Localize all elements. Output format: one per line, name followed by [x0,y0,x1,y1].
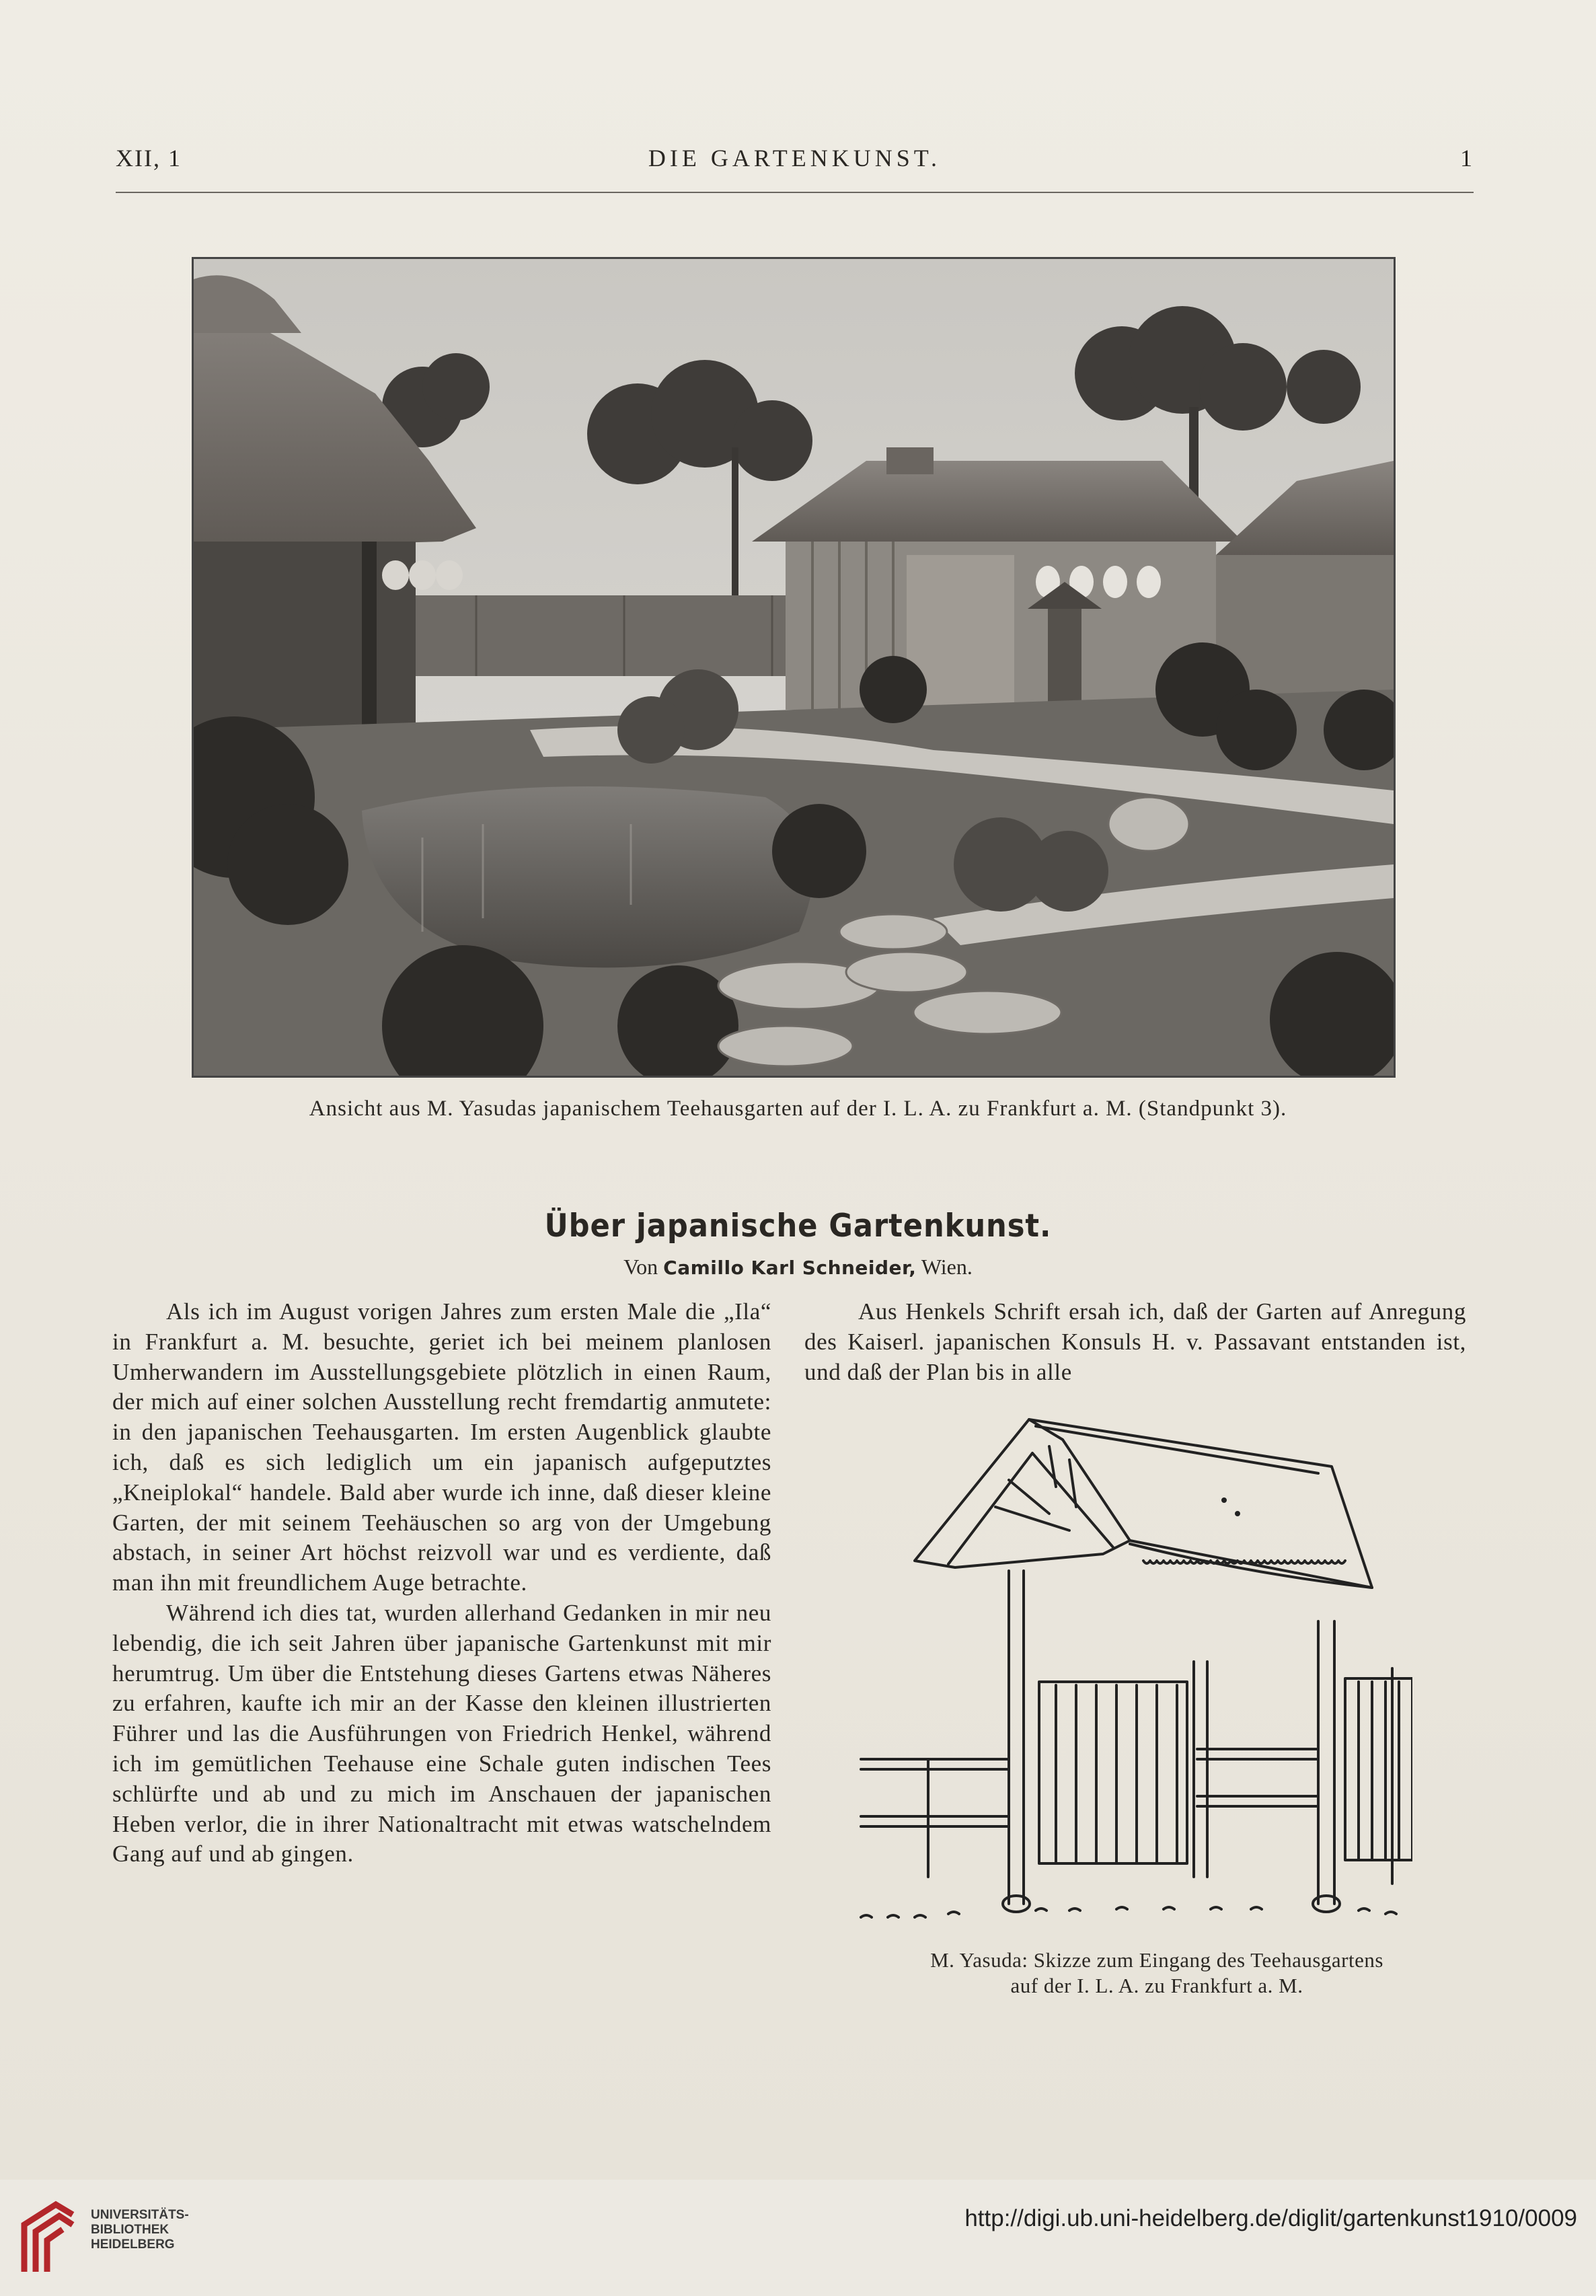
right-column [804,1297,1466,1387]
sketch-caption [807,1948,1507,1999]
page-number: 1 [1460,145,1474,172]
paragraph: Als ich im August vorigen Jahres zum ersten Male die „Ila“ in Frankfurt a. M. besuchte, geriet ich bei meinem planlosen Umherwandern im Ausstellungsgebiete plötzlich in einen Raum, der mich auf einer solchen Ausstellung recht fremdartig anmutete: in den japanischen Teehausgarten. Im ersten Augenblick glaubte ich, daß es sich lediglich um ein japanisch aufgeputztes „Kneiplokal“ handele. Bald aber wurde ich inne, daß dieser kleine Garten, der mit seinem Teehäuschen so arg von der Umgebung abstach, in seiner Art höchst reizvoll war und es verdiente, daß man ihn mit freundlichem Auge betrachte. [112,1298,771,1596]
paragraph: Aus Henkels Schrift ersah ich, daß der Garten auf Anregung des Kaiserl. japanischen Konsuls H. v. Passavant entstanden ist, und daß der Plan bis in alle [804,1298,1466,1385]
gate-sketch [847,1406,1412,1937]
volume-number: XII, 1 [116,145,182,172]
sketch-caption-line: M. Yasuda: Skizze zum Eingang des Teehausgartens [930,1948,1383,1972]
article-title: Über japanische Gartenkunst. [544,1208,1052,1245]
header-rule [116,192,1474,193]
garden-photograph [192,257,1396,1078]
paragraph: Während ich dies tat, wurden allerhand Gedanken in mir neu lebendig, die ich seit Jahren über japanische Gartenkunst mit mir herumtrug. Um über die Entstehung dieses Gartens etwas Näheres zu erfahren, kaufte ich mir an der Kasse den kleinen illustrierten Führer und las die Ausführungen von Friedrich Henkel, während ich im gemütlichen Teehause eine Schale guten indischen Tees schlürfte und ab und zu mich im Anschauen der japanischen Heben verlor, die in ihrer Nationaltracht mit etwas watschelndem Gang auf und ab gingen. [112,1599,771,1867]
library-name-line: UNIVERSITÄTS- [91,2208,189,2222]
author-name: Camillo Karl Schneider, [663,1257,917,1279]
article-byline [0,1255,1596,1280]
library-name-line: HEIDELBERG [91,2237,175,2252]
sketch-caption-line: auf der I. L. A. zu Frankfurt a. M. [1010,1974,1303,1997]
library-name [91,2208,189,2252]
library-logo-icon [19,2194,79,2279]
left-column [112,1297,771,1869]
library-name-line: BIBLIOTHEK [91,2223,169,2237]
journal-title: DIE GARTENKUNST. [648,145,942,172]
running-header [116,144,1474,184]
byline-prefix: Von [623,1255,658,1279]
author-location: Wien. [921,1255,973,1279]
library-footer [0,2180,1596,2296]
permalink-url[interactable]: http://digi.ub.uni-heidelberg.de/diglit/gartenkunst1910/0009 [964,2205,1577,2231]
photo-caption: Ansicht aus M. Yasudas japanischem Teehausgarten auf der I. L. A. zu Frankfurt a. M. (Standpunkt 3). [309,1097,1287,1121]
